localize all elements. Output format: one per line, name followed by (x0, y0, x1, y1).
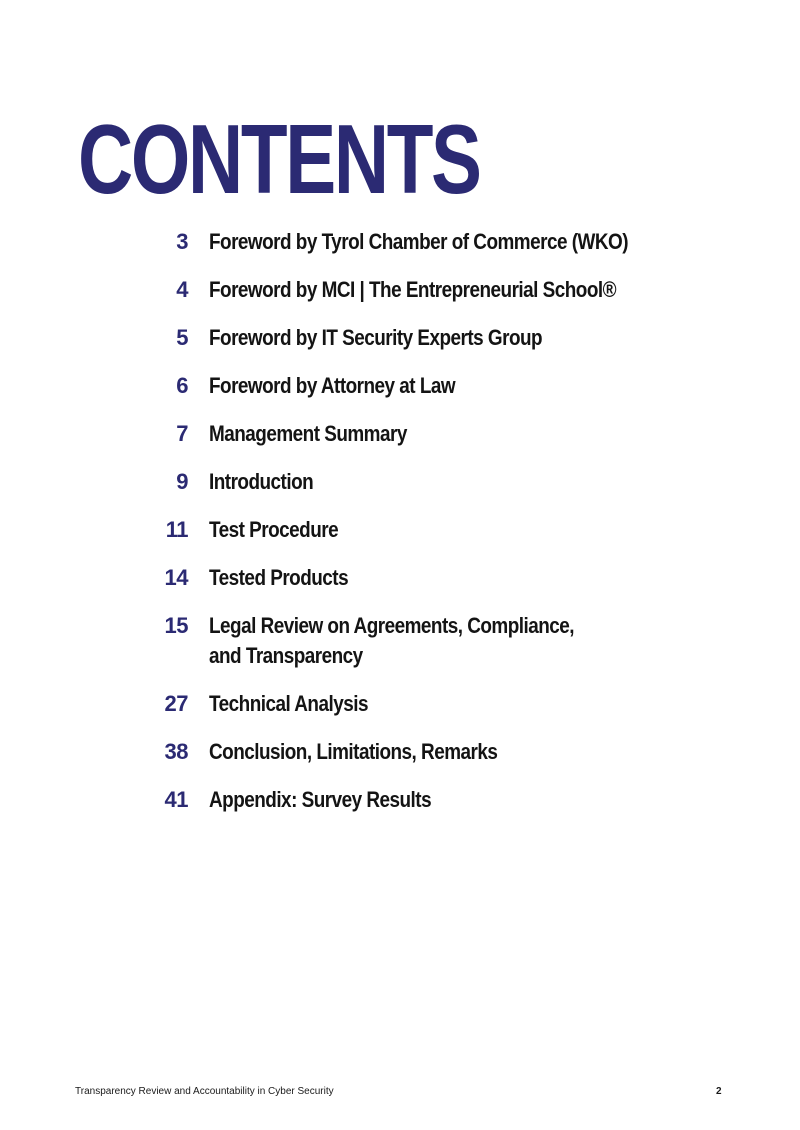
toc-page-number: 9 (176, 469, 188, 494)
toc-page-number: 11 (165, 517, 188, 542)
toc-entry-title: Foreword by IT Security Experts Group (209, 325, 543, 350)
toc-entry[interactable] (150, 563, 770, 593)
toc-page-number: 7 (176, 421, 188, 446)
toc-page-number: 38 (164, 739, 188, 764)
toc-entry-title: Foreword by Attorney at Law (209, 373, 456, 398)
toc-page-number: 14 (164, 565, 188, 590)
toc-entry-title: Conclusion, Limitations, Remarks (209, 739, 498, 764)
toc-entry-title: Test Procedure (209, 517, 339, 542)
page-title: CONTENTS (78, 104, 480, 214)
table-of-contents (150, 227, 770, 833)
toc-entry-title: Legal Review on Agreements, Compliance, and Transparency (209, 613, 575, 668)
toc-entry-title: Introduction (209, 469, 314, 494)
toc-entry[interactable] (150, 689, 770, 719)
toc-entry-title: Technical Analysis (209, 691, 368, 716)
toc-entry-title: Management Summary (209, 421, 407, 446)
footer-document-title: Transparency Review and Accountability in Cyber Security (75, 1086, 334, 1097)
toc-entry[interactable] (150, 611, 770, 671)
toc-entry[interactable] (150, 785, 770, 815)
toc-entry-title: Tested Products (209, 565, 349, 590)
toc-page-number: 5 (176, 325, 188, 350)
toc-entry[interactable] (150, 419, 770, 449)
toc-page-number: 15 (164, 613, 188, 638)
toc-entry[interactable] (150, 323, 770, 353)
footer-page-number: 2 (716, 1086, 722, 1097)
toc-entry[interactable] (150, 737, 770, 767)
toc-page-number: 3 (176, 229, 188, 254)
toc-entry[interactable] (150, 275, 770, 305)
toc-page-number: 6 (176, 373, 188, 398)
toc-page-number: 4 (176, 277, 188, 302)
toc-entry-title: Appendix: Survey Results (209, 787, 432, 812)
toc-entry-title: Foreword by MCI | The Entrepreneurial School® (209, 277, 617, 302)
toc-entry[interactable] (150, 515, 770, 545)
toc-page-number: 27 (164, 691, 188, 716)
toc-page-number: 41 (164, 787, 188, 812)
toc-entry[interactable] (150, 371, 770, 401)
toc-entry[interactable] (150, 227, 770, 257)
toc-entry[interactable] (150, 467, 770, 497)
toc-entry-title: Foreword by Tyrol Chamber of Commerce (WKO) (209, 229, 628, 254)
